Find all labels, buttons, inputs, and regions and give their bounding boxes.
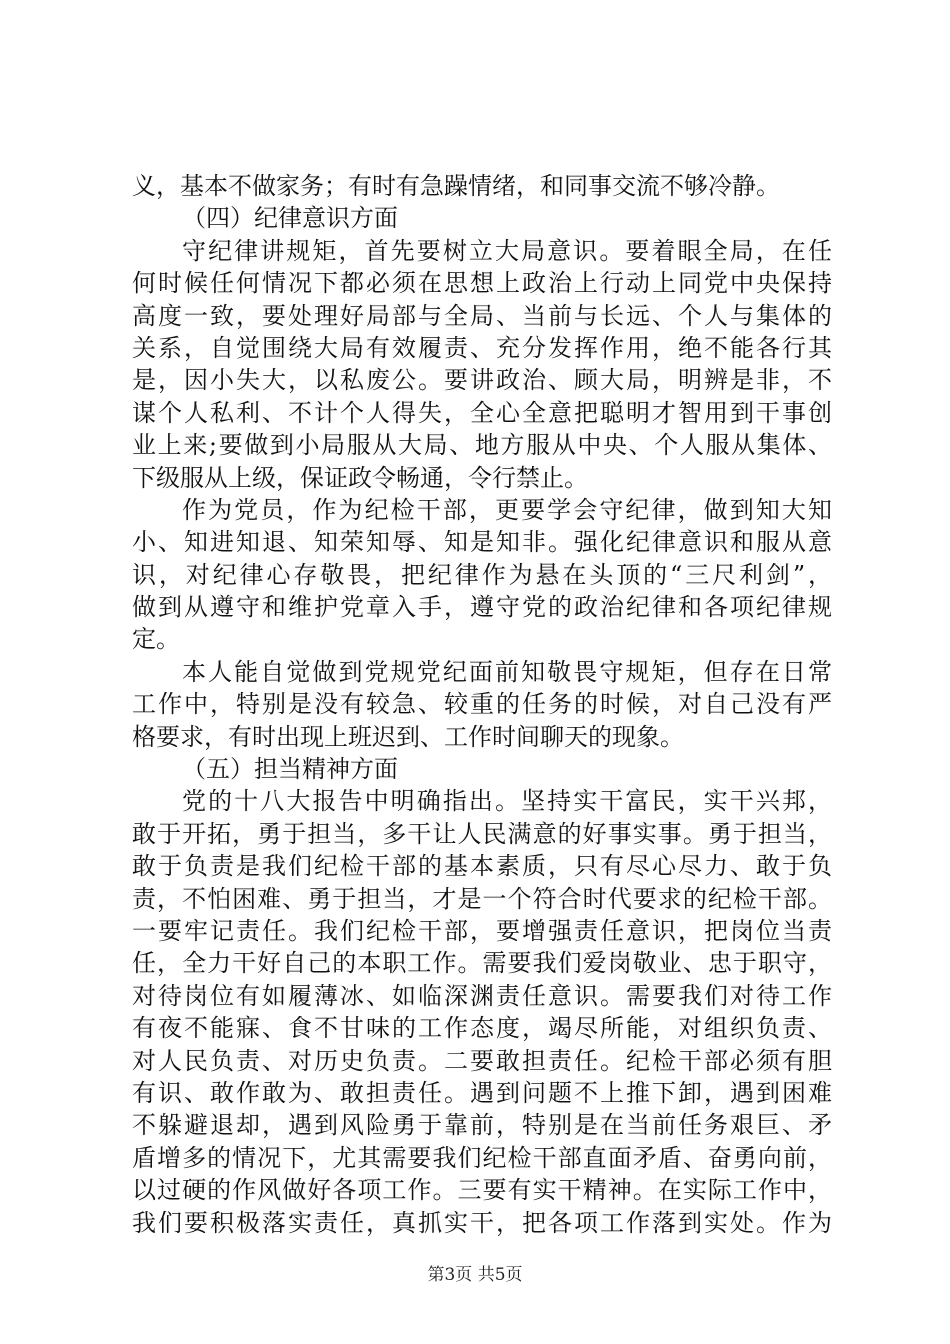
text-line: 何时候任何情况下都必须在思想上政治上行动上同党中央保持	[132, 269, 832, 298]
text-line: 敢于负责是我们纪检干部的基本素质，只有尽心尽力、敢于负	[132, 852, 832, 881]
text-line: 识，对纪律心存敬畏，把纪律作为悬在头顶的“三尺利剑”，	[132, 560, 832, 589]
text-line: 高度一致，要处理好局部与全局、当前与长远、个人与集体的	[132, 301, 832, 330]
text-line: 下级服从上级，保证政令畅通，令行禁止。	[132, 463, 588, 492]
text-line: 是，因小失大，以私废公。要讲政治、顾大局，明辨是非，不	[132, 366, 832, 395]
text-line: 小、知进知退、知荣知辱、知是知非。强化纪律意识和服从意	[132, 528, 832, 557]
text-line: 不躲避退却，遇到风险勇于靠前，特别是在当前任务艰巨、矛	[132, 1111, 832, 1140]
text-line: 以过硬的作风做好各项工作。三要有实干精神。在实际工作中，	[132, 1176, 832, 1205]
text-line: 一要牢记责任。我们纪检干部，要增强责任意识，把岗位当责	[132, 916, 832, 945]
text-line: 敢于开拓，勇于担当，多干让人民满意的好事实事。勇于担当，	[132, 819, 832, 848]
text-line: 作为党员，作为纪检干部，更要学会守纪律，做到知大知	[182, 495, 832, 524]
text-line: 党的十八大报告中明确指出。坚持实干富民，实干兴邦，	[182, 787, 832, 816]
text-line: 定。	[132, 625, 180, 654]
text-line: 我们要积极落实责任，真抓实干，把各项工作落到实处。作为	[132, 1208, 832, 1237]
text-line: 有识、敢作敢为、敢担责任。遇到问题不上推下卸，遇到困难	[132, 1078, 832, 1107]
text-line: （五）担当精神方面	[182, 755, 398, 784]
text-line: 对人民负责、对历史负责。二要敢担责任。纪检干部必须有胆	[132, 1046, 832, 1075]
page-footer: 第3页 共5页	[427, 1265, 523, 1285]
text-line: 守纪律讲规矩，首先要树立大局意识。要着眼全局，在任	[182, 236, 832, 265]
text-line: 工作中，特别是没有较急、较重的任务的时候，对自己没有严	[132, 690, 832, 719]
document-body	[132, 170, 832, 1239]
text-line: 义，基本不做家务；有时有急躁情绪，和同事交流不够冷静。	[132, 172, 780, 200]
text-line: 有夜不能寐、食不甘味的工作态度，竭尽所能，对组织负责、	[132, 1014, 832, 1043]
text-line: 做到从遵守和维护党章入手，遵守党的政治纪律和各项纪律规	[132, 593, 832, 622]
text-line: 关系，自觉围绕大局有效履责、充分发挥作用，绝不能各行其	[132, 333, 832, 362]
text-line: 业上来;要做到小局服从大局、地方服从中央、个人服从集体、	[132, 431, 832, 460]
text-line: 谋个人私利、不计个人得失，全心全意把聪明才智用到干事创	[132, 398, 832, 427]
text-line: 盾增多的情况下，尤其需要我们纪检干部直面矛盾、奋勇向前，	[132, 1143, 832, 1172]
text-line: 格要求，有时出现上班迟到、工作时间聊天的现象。	[132, 722, 684, 751]
text-line: 对待岗位有如履薄冰、如临深渊责任意识。需要我们对待工作	[132, 981, 832, 1010]
text-line: 任，全力干好自己的本职工作。需要我们爱岗敬业、忠于职守，	[132, 949, 832, 978]
text-line: 责，不怕困难、勇于担当，才是一个符合时代要求的纪检干部。	[132, 884, 832, 913]
text-line: 本人能自觉做到党规党纪面前知敬畏守规矩，但存在日常	[182, 657, 832, 686]
text-line: （四）纪律意识方面	[182, 204, 398, 233]
